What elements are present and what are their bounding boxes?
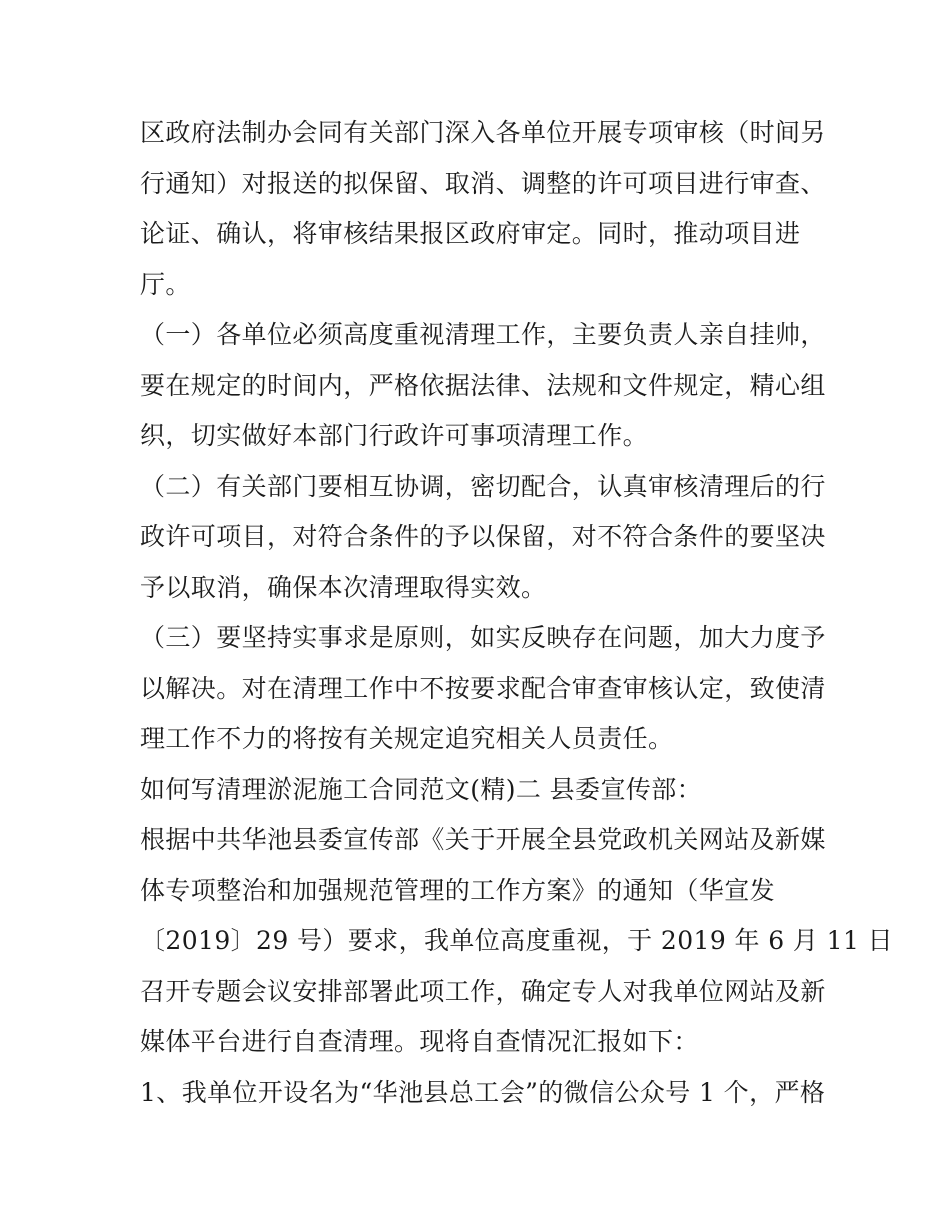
section-heading: 如何写清理淤泥施工合同范文(精)二 县委宣传部： xyxy=(140,774,703,804)
text-line: （二）有关部门要相互协调，密切配合，认真审核清理后的行 xyxy=(140,471,826,501)
text-line: 论证、确认，将审核结果报区政府审定。同时，推动项目进 xyxy=(140,219,801,248)
text-line: 以解决。对在清理工作中不按要求配合审查审核认定，致使清 xyxy=(140,673,826,703)
text-line: （一）各单位必须高度重视清理工作，主要负责人亲自挂帅， xyxy=(140,320,826,349)
text-line: 区政府法制办会同有关部门深入各单位开展专项审核（时间另 xyxy=(140,118,826,147)
text-line: 媒体平台进行自查清理。现将自查情况汇报如下： xyxy=(140,1027,699,1056)
text-line: 政许可项目，对符合条件的予以保留，对不符合条件的要坚决 xyxy=(140,522,826,551)
text-line: 理工作不力的将按有关规定追究相关人员责任。 xyxy=(140,724,674,753)
text-line: 〔2019〕29 号）要求，我单位高度重视，于 2019 年 6 月 11 日 xyxy=(140,926,894,955)
text-line: 要在规定的时间内，严格依据法律、法规和文件规定，精心组 xyxy=(140,370,826,400)
text-line: 行通知）对报送的拟保留、取消、调整的许可项目进行审查、 xyxy=(140,168,826,198)
text-line: 织，切实做好本部门行政许可事项清理工作。 xyxy=(140,421,649,450)
text-line: 召开专题会议安排部署此项工作，确定专人对我单位网站及新 xyxy=(140,976,826,1006)
text-line: 1、我单位开设名为“华池县总工会”的微信公众号 1 个，严格 xyxy=(140,1077,826,1107)
text-line: 体专项整治和加强规范管理的工作方案》的通知（华宣发 xyxy=(140,875,776,905)
text-line: 厅。 xyxy=(140,269,191,299)
document-body xyxy=(140,108,894,1118)
text-line: 根据中共华池县委宣传部《关于开展全县党政机关网站及新媒 xyxy=(140,825,826,854)
text-line: 予以取消，确保本次清理取得实效。 xyxy=(140,572,547,602)
text-line: （三）要坚持实事求是原则，如实反映存在问题，加大力度予 xyxy=(140,623,826,652)
